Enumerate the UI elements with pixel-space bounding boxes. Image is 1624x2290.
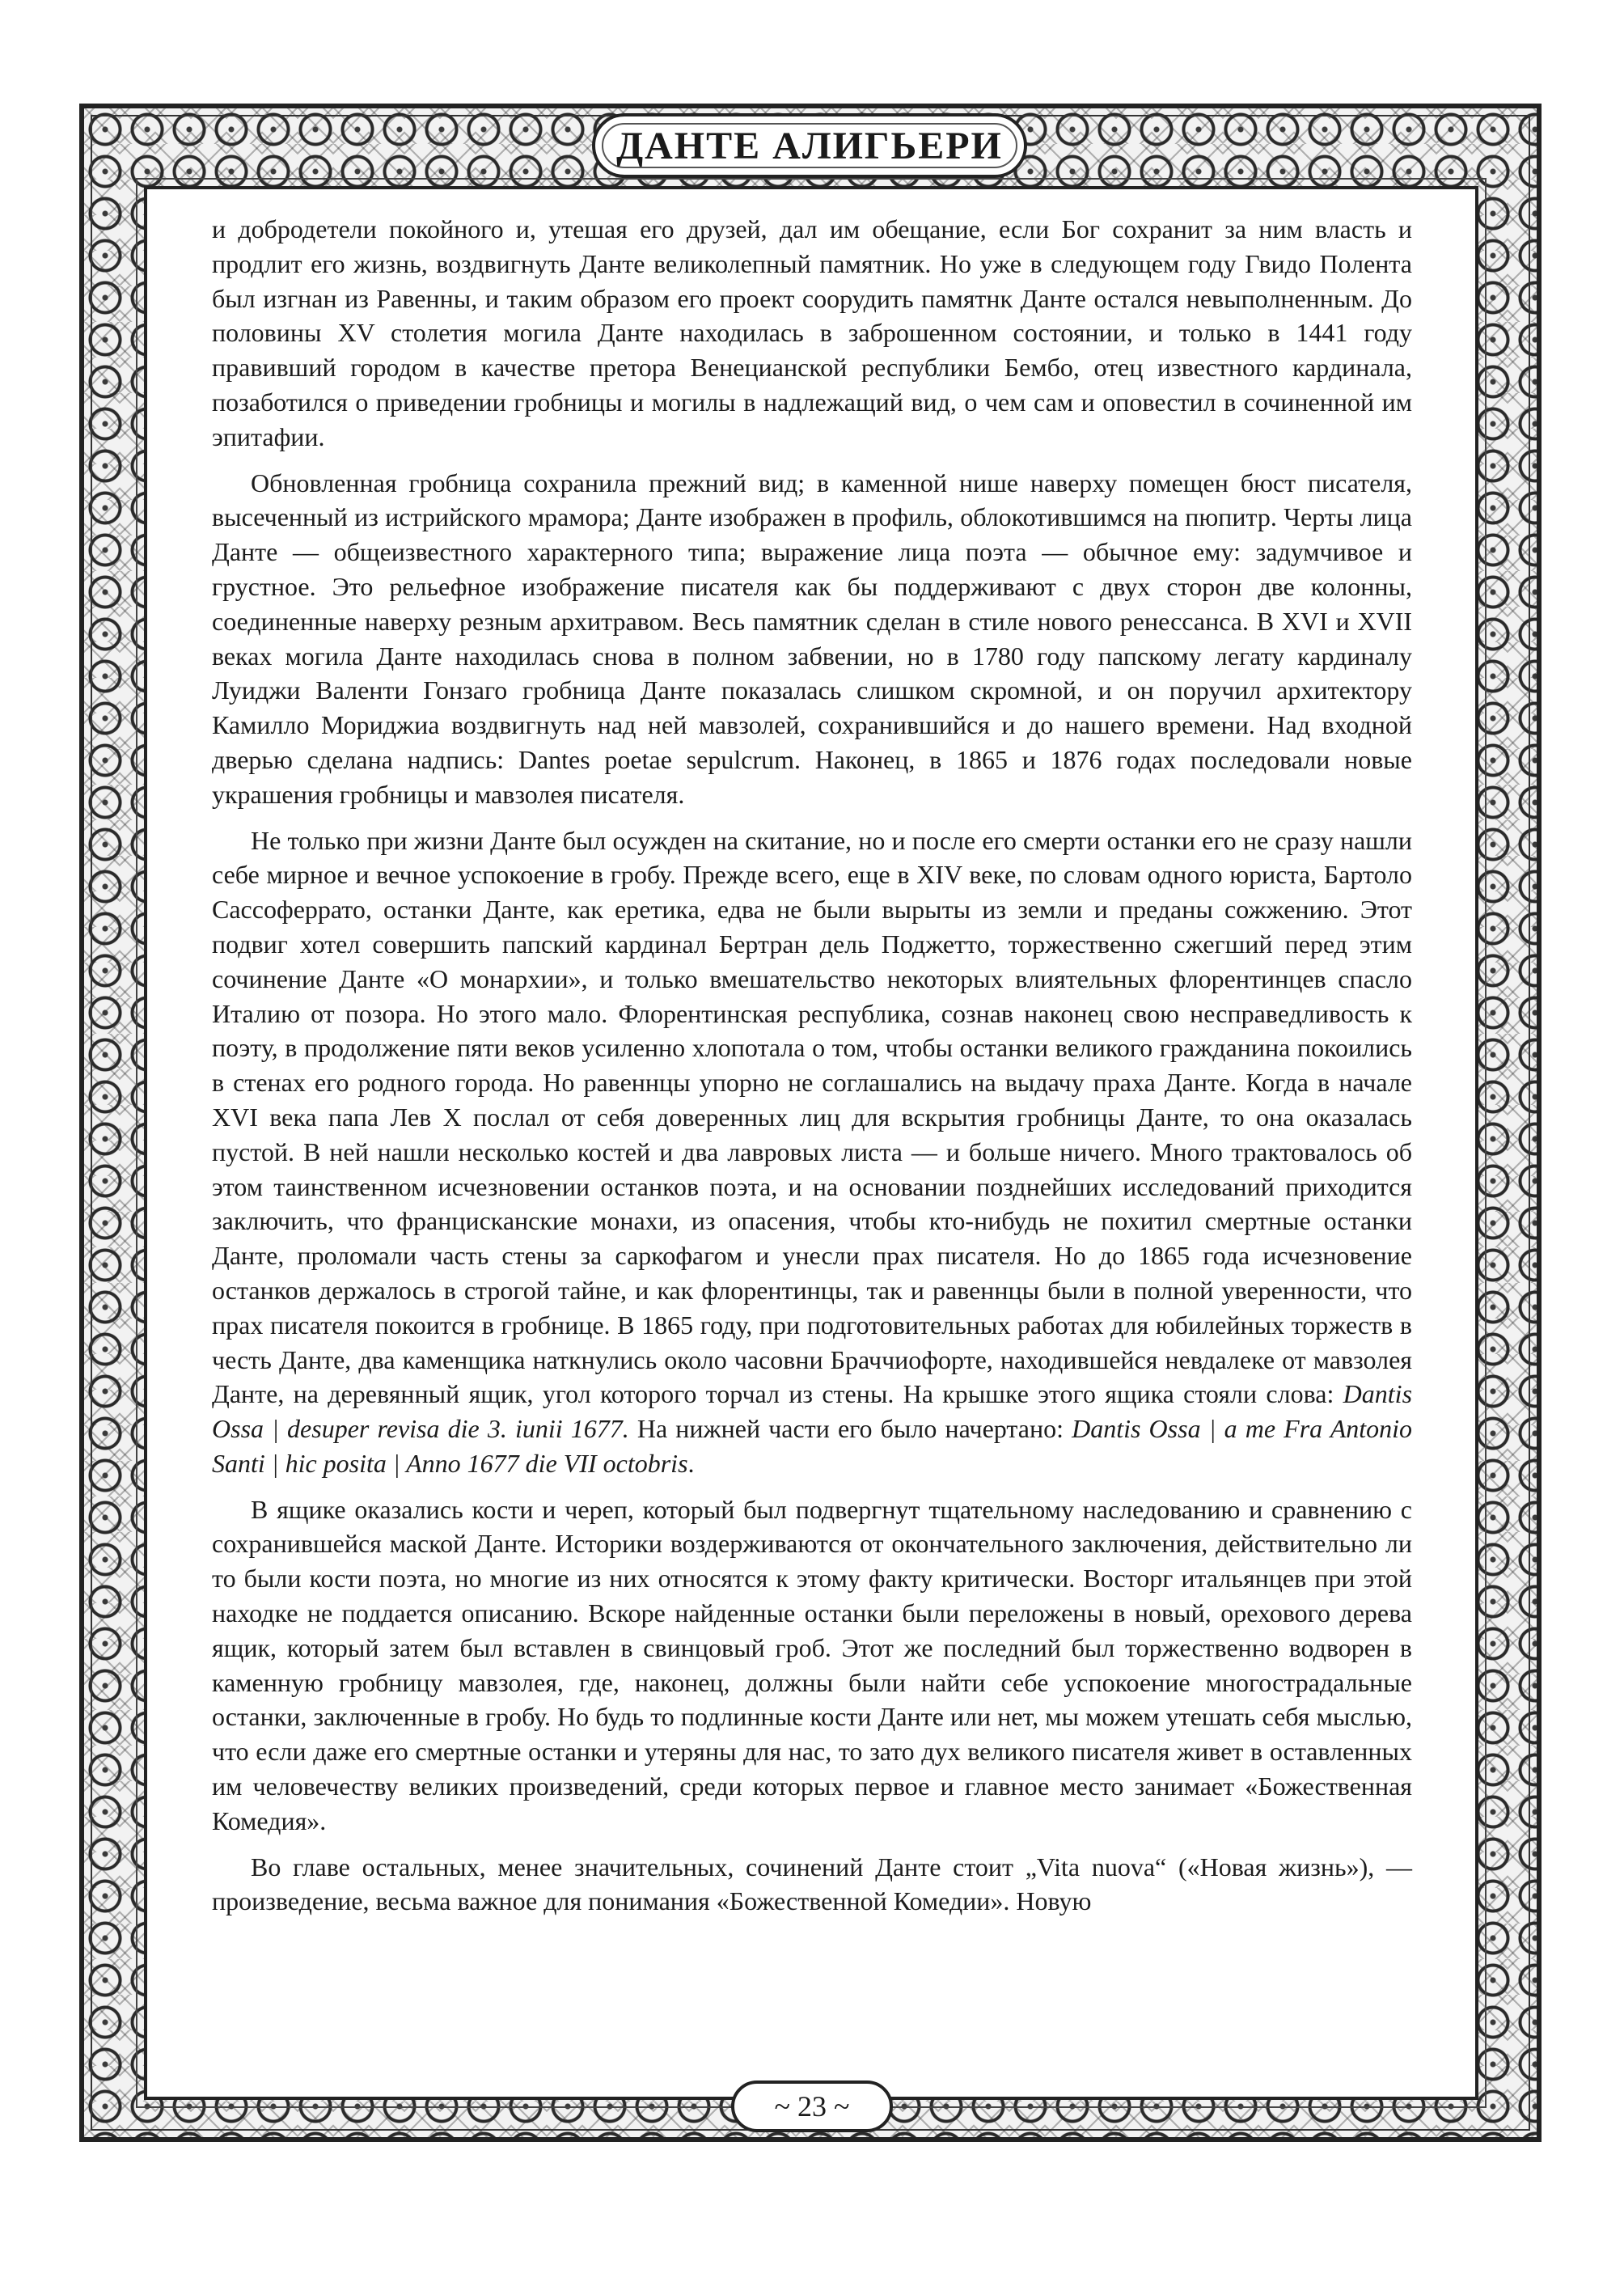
paragraph-4: В ящике оказались кости и череп, который был подвергнут тщательному наследованию и сравнению с сохранившейся маской Данте. Историки воздерживаются от окончательного заключения, действительно ли то были кости поэта, но многие из них относятся к этому факту критически. Восторг итальянцев при этой находке не поддается описанию. Вскоре найденные останки были переложены в новый, орехового дерева ящик, который затем был вставлен в свинцовый гроб. Этот же последний был торжественно водворен в каменную гробницу мавзолея, где, наконец, должны были найти себе успокоение многострадальные останки, заключенные в гробу. Но будь то подлинные кости Данте или нет, мы можем утешать себя мыслью, что если даже его смертные останки и утеряны для нас, то зато дух великого писателя живет в оставленных им человечеству великих произведений, среди которых первое и главное место занимает «Божественная Комедия». xyxy=(212,1494,1412,1835)
page-number-cartouche xyxy=(731,2080,893,2132)
page-number: ~ 23 ~ xyxy=(774,2090,850,2123)
inscription-lid: Dantis Ossa | desuper revisa die 3. iunii 1677. xyxy=(212,1379,1413,1444)
inscription-bottom: Dantis Ossa | a me Fra Antonio Santi | hic posita | Anno 1677 die VII octobris xyxy=(212,1414,1413,1478)
paragraph-1: и добродетели покойного и, утешая его друзей, дал им обещание, если Бог сохранит за ним власть и продлит его жизнь, воздвигнуть Данте великолепный памятник. Но уже в следующем году Гвидо Полента был изгнан из Равенны, и таким образом его проект соорудить памятнк Данте остался невыполненным. До половины XV столетия могила Данте находилась в заброшенном состоянии, и только в 1441 году правивший городом в качестве претора Венецианской республики Бембо, отец известного кардинала, позаботился о приведении гробницы и могилы в надлежащий вид, о чем сам и оповестил в сочиненной им эпитафии. xyxy=(212,214,1412,451)
paragraph-3-mid: На нижней части его было начертано: xyxy=(628,1414,1072,1444)
paragraph-3-text: Не только при жизни Данте был осужден на скитание, но и после его смерти останки его не сразу нашли себе мирное и вечное успокоение в гробу. Прежде всего, еще в XIV веке, по словам одного юриста, Бартоло Сассоферрато, останки Данте, как еретика, едва не были вырыты из земли и преданы сожжению. Этот подвиг хотел совершить папский кардинал Бертран дель Поджетто, торжественно сжегший перед этим сочинение Данте «О монархии», и только вмешательство некоторых влиятельных флорентинцев спасло Италию от позора. Но этого мало. Флорентинская республика, сознав наконец свою несправедливость к поэту, в продолжение пяти веков усиленно хлопотала о том, чтобы останки великого гражданина покоились в стенах его родного города. Но равеннцы упорно не соглашались на выдачу праха Данте. Когда в начале XVI века папа Лев X послал от себя доверенных лиц для вскрытия гробницы Данте, то она оказалась пустой. В ней нашли несколько костей и два лавровых листа — и больше ничего. Много трактовалось об этом таинственном исчезновении останков поэта, и на основании позднейших исследований приходится заключить, что францисканские монахи, из опасения, чтобы кто-нибудь не похитил смертные останки Данте, проломали часть стены за саркофагом и унесли прах писателя. Но до 1865 года исчезновение останков держалось в строгой тайне, и как флорентинцы, так и равеннцы были в полной уверенности, что прах писателя покоится в гробнице. В 1865 году, при подготовительных работах для юбилейных торжеств в честь Данте, два каменщика наткнулись около часовни Браччиофорте, находившейся невдалеке от мавзолея Данте, на деревянный ящик, угол которого торчал из стены. На крышке этого ящика стояли слова: xyxy=(212,825,1412,1409)
paragraph-3 xyxy=(212,823,1412,1481)
paragraph-5: Во главе остальных, менее значительных, сочинений Данте стоит „Vita nuova“ («Новая жизнь»), — произведение, весьма важное для понимания «Божественной Комедии». Новую xyxy=(212,1852,1412,1916)
title-cartouche xyxy=(592,113,1027,178)
body-text xyxy=(212,212,1412,1919)
paragraph-2: Обновленная гробница сохранила прежний вид; в каменной нише наверху помещен бюст писателя, высеченный из истрийского мрамора; Данте изображен в профиль, облокотившимся на пюпитр. Черты лица Данте — общеизвестного характерного типа; выражение лица поэта — обычное ему: задумчивое и грустное. Это рельефное изображение писателя как бы поддерживают с двух сторон две колонны, соединенные наверху резным архитравом. Весь памятник сделан в стиле нового ренессанса. В XVI и XVII веках могила Данте находилась снова в полном забвении, но в 1780 году папскому легату кардиналу Луиджи Валенти Гонзаго гробница Данте показалась слишком скромной, и он поручил архитектору Камилло Мориджиа воздвигнуть над ней мавзолей, сохранившийся и до нашего времени. Над входной дверью сделана надпись: Dantes poetae sepulcrum. Наконец, в 1865 и 1876 годах последовали новые украшения гробницы и мавзолея писателя. xyxy=(212,468,1412,809)
page-title: ДАНТЕ АЛИГЬЕРИ xyxy=(616,124,1003,167)
paragraph-3-end: . xyxy=(687,1448,695,1478)
